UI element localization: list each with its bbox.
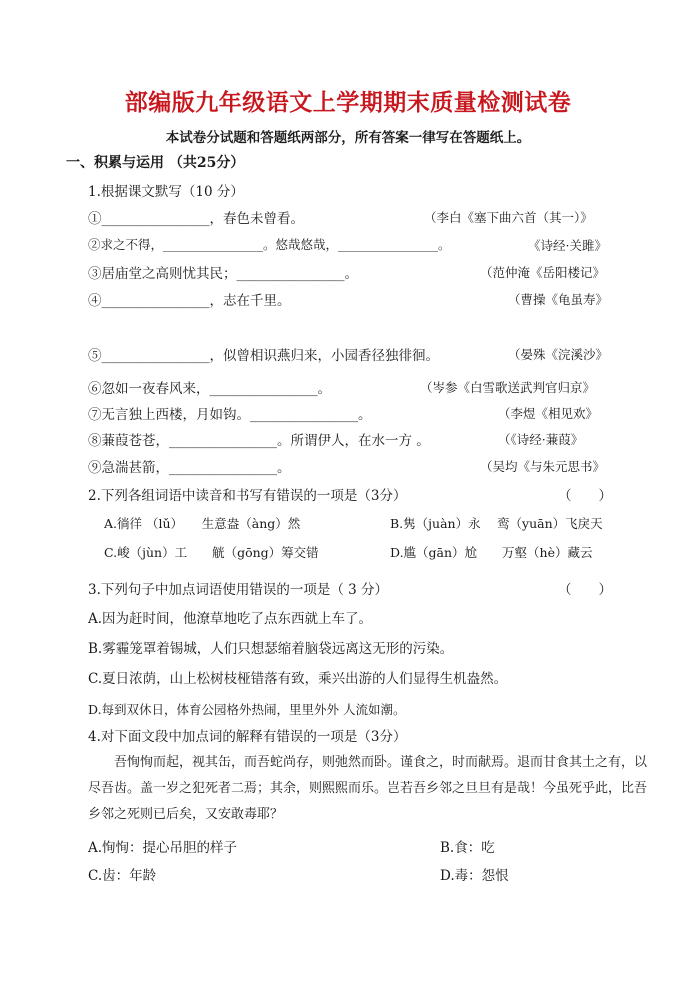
page-title: 部编版九年级语文上学期期末质量检测试卷	[124, 89, 572, 116]
question-3-stem: 3.下列句子中加点词语使用错误的一项是（ 3 分）	[88, 582, 389, 598]
q3-answer-blank: （ ）	[558, 582, 612, 598]
q1-line-2: ②求之不得，________________。悠哉悠哉，________________。	[88, 237, 451, 252]
q1-line-9: ⑨急湍甚箭，________________。	[88, 460, 291, 476]
q1-source-3: （范仲淹《岳阳楼记》	[480, 265, 606, 280]
q1-source-5: （晏殊《浣溪沙》	[508, 347, 609, 362]
question-2-stem: 2.下列各组词语中读音和书写有错误的一项是（3分）	[88, 488, 407, 504]
q3-option-c: C.夏日浓荫，山上松树枝桠错落有致，乘兴出游的人们显得生机盎然。	[88, 671, 508, 687]
q1-line-3: ③居庙堂之高则忧其民；________________。	[88, 266, 358, 282]
q4-option-a: A.恂恂：提心吊胆的样子	[88, 840, 238, 856]
q2-option-d: D.尴（gān）尬 万壑（hè）藏云	[390, 545, 593, 560]
q1-line-5: ⑤________________，似曾相识燕归来，小园香径独徘徊。	[88, 348, 439, 364]
q1-source-1: （李白《塞下曲六首（其一）》	[424, 210, 593, 225]
q1-source-8: （《诗经·蒹葭》	[498, 432, 584, 447]
q4-option-b: B.食：吃	[440, 840, 495, 856]
exam-instructions: 本试卷分试题和答题纸两部分，所有答案一律写在答题纸上。	[165, 130, 531, 146]
q2-option-a: A.徜徉 （lǔ） 生意盎（àng）然	[104, 516, 301, 531]
q4-option-d: D.毒：怨恨	[440, 868, 509, 884]
q2-option-b: B.隽（juàn）永 鸾（yuān）飞戾天	[390, 516, 603, 531]
q1-line-6: ⑥忽如一夜春风来，________________。	[88, 381, 331, 397]
q1-source-2: 《诗经·关雎》	[528, 238, 607, 253]
question-1-stem: 1.根据课文默写（10 分）	[88, 184, 244, 200]
q3-option-d: D.每到双休日，体育公园格外热闹，里里外外 人流如潮。	[88, 702, 406, 717]
q2-answer-blank: （ ）	[558, 488, 612, 504]
q2-option-c: C.峻（jùn）工 觥（gōng）筹交错	[104, 545, 319, 560]
q1-source-6: （岑参《白雪歌送武判官归京》	[420, 380, 596, 395]
q3-option-a: A.因为赶时间，他潦草地吃了点东西就上车了。	[88, 611, 373, 627]
q1-line-8: ⑧蒹葭苍苍，________________。所谓伊人，在水一方 。	[88, 433, 430, 449]
q1-line-7: ⑦无言独上西楼，月如钩。________________。	[88, 407, 372, 423]
question-4-stem: 4.对下面文段中加点词的解释有错误的一项是（3分）	[88, 729, 407, 745]
q1-source-9: （吴均《与朱元思书》	[480, 459, 606, 474]
q4-passage: 吾恂恂而起，视其缶，而吾蛇尚存，则弛然而卧。谨食之，时而献焉。退而甘食其土之有，以尽吾齿。盖一岁之犯死者二焉；其余，则熙熙而乐。岂若吾乡邻之旦旦有是哉！今虽死乎此，比吾乡邻之死则已后矣，又安敢毒耶？	[88, 755, 648, 822]
q1-source-7: （李煜《相见欢》	[498, 406, 599, 421]
q1-line-1: ①________________，春色未曾看。	[88, 211, 304, 227]
q1-line-4: ④________________，志在千里。	[88, 293, 291, 309]
q4-option-c: C.齿：年龄	[88, 868, 157, 884]
section-heading: 一、积累与运用 （共25分）	[66, 155, 245, 171]
q1-source-4: （曹操《龟虽寿》	[508, 292, 609, 307]
q3-option-b: B.雾霾笼罩着锡城，人们只想瑟缩着脑袋远离这无形的污染。	[88, 641, 454, 657]
